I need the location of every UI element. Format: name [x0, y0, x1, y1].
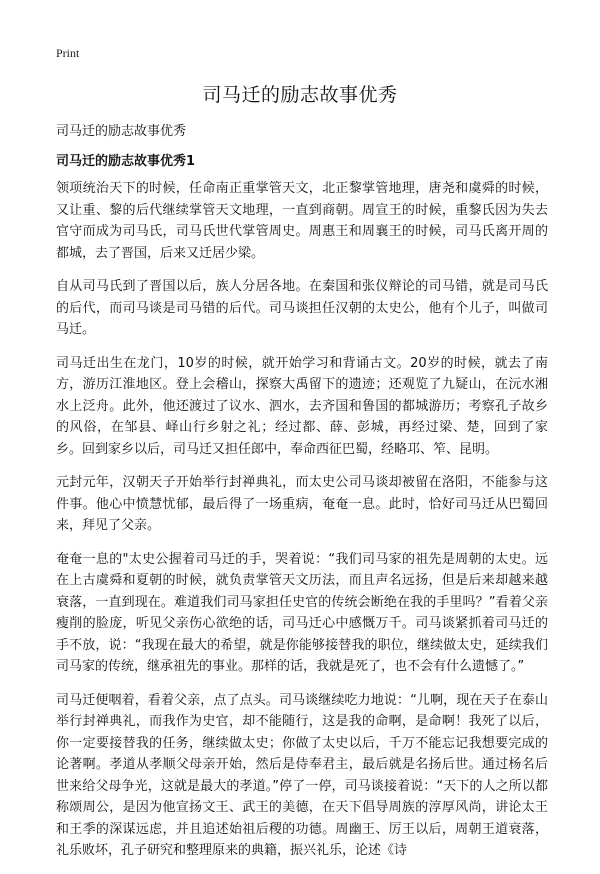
- document-title: 司马迁的励志故事优秀: [202, 84, 398, 106]
- paragraph-5: 奄奄一息的"太史公握着司马迁的手，哭着说：“我们司马家的祖先是周朝的太史。远在上古虞舜和夏朝的时候，就负责掌管天文历法，而且声名远扬，但是后来却越来越衰落，一直到现在。难道我们司马家担任史官的传统会断绝在我的手里吗？”看着父亲瘦削的脸庞，听见父亲伤心欲绝的话，司马迁心中感慨万千。司马谈紧抓着司马迁的手不放，说：“我现在最大的希望，就是你能够接替我的职位，继续做太史，延续我们司马家的传统，继承祖先的事业。那样的话，我就是死了，也不会有什么遗憾了。”: [56, 551, 548, 674]
- section-heading: 司马迁的励志故事优秀1: [56, 154, 196, 169]
- paragraph-1: 领项统治天下的时候，任命南正重掌管天文，北正黎掌管地理，唐尧和虞舜的时候，又让重、黎的后代继续掌管天文地理，一直到商朝。周宣王的时候，重黎氏因为失去官守而成为司马氏，司马氏世代掌管周史。周惠王和周襄王的时候，司马氏离开周的都城，去了晋国，后来又迁居少梁。: [56, 181, 548, 261]
- paragraph-2: 自从司马氏到了晋国以后，族人分居各地。在秦国和张仪辩论的司马错，就是司马氏的后代，而司马谈是司马错的后代。司马谈担任汉朝的太史公，他有个儿子，叫做司马迁。: [56, 279, 548, 337]
- article-body: [56, 178, 548, 874]
- print-label: Print: [56, 46, 80, 60]
- paragraph-4: 元封元年，汉朝天子开始举行封禅典礼，而太史公司马谈却被留在洛阳，不能参与这件事。他心中愤慧忧郁，最后得了一场重病，奄奄一息。此时，恰好司马迁从巴蜀回来，拜见了父亲。: [56, 475, 548, 533]
- document-subtitle: 司马迁的励志故事优秀: [56, 124, 187, 139]
- paragraph-6: 司马迁便咽着，看着父亲，点了点头。司马谈继续吃力地说：“儿啊，现在天子在泰山举行封禅典礼，而我作为史官，却不能随行，这是我的命啊，是命啊！我死了以后，你一定要接替我的任务，继续做太史；你做了太史以后，千万不能忘记我想要完成的论著啊。孝道从孝顺父母亲开始，然后是侍奉君主，最后就是名扬后世。通过杨名后世来给父母争光，这就是最大的孝道。”停了一停，司马谈接着说：“天下的人之所以都称颂周公，是因为他宣扬文王、武王的美德，在天下倡导周族的淳厚风尚，讲论太王和王季的深谋远虑，并且追述始祖后稷的功德。周幽王、厉王以后，周朝王道衰落，礼乐败坏，孔子研究和整理原来的典籍，振兴礼乐，论述《诗: [56, 692, 548, 858]
- paragraph-3: 司马迁出生在龙门，10岁的时候，就开始学习和背诵古文。20岁的时候，就去了南方，游历江淮地区。登上会稽山，探察大禹留下的遗迹；还观览了九疑山，在沅水湘水上泛舟。此外，他还渡过了议水、泗水，去齐国和鲁国的都城游历；考察孔子故乡的风俗，在邹县、峄山行乡射之礼；经过都、薛、彭城，再经过梁、楚，回到了家乡。回到家乡以后，司马迁又担任郎中，奉命西征巴蜀，经略邛、笮、昆明。: [56, 355, 548, 457]
